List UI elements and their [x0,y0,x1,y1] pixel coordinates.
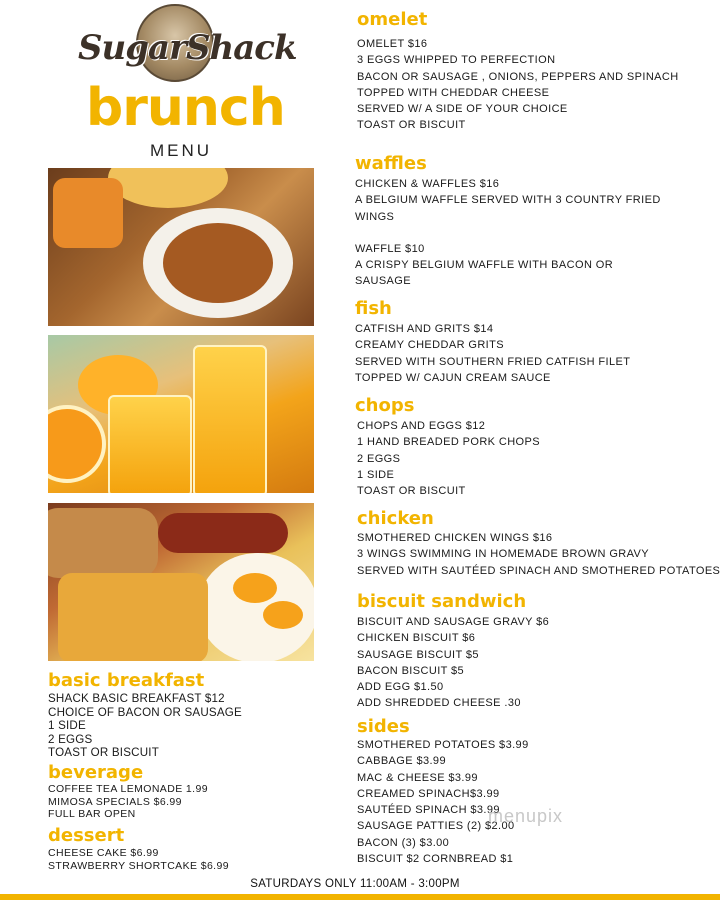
menu-line: 1 SIDE [48,719,86,733]
menu-line: 1 HAND BREADED PORK CHOPS [357,436,540,449]
section-waffles-list [355,176,661,290]
menu-line: CATFISH AND GRITS $14 [355,323,494,335]
menu-line: SERVED W/ A SIDE OF YOUR CHOICE [357,103,568,116]
menu-line: ADD EGG $1.50 [357,681,444,694]
menu-line: SHACK BASIC BREAKFAST $12 [48,692,225,705]
logo [78,4,297,84]
menu-line: 3 EGGS WHIPPED TO PERFECTION [357,54,556,67]
section-omelet-list [357,36,679,134]
section-title-chicken: chicken [357,508,434,529]
menu-line: COFFEE TEA LEMONADE 1.99 [48,783,208,795]
menu-line: TOAST OR BISCUIT [357,119,466,132]
page-subtitle: MENU [149,141,213,160]
photo-chicken-waffles [48,168,314,326]
menu-line: STRAWBERRY SHORTCAKE $6.99 [48,859,229,872]
menu-line: ADD SHREDDED CHEESE .30 [357,697,521,710]
menu-line: TOAST OR BISCUIT [357,485,466,498]
section-title-sides: sides [357,716,410,737]
menu-line: CHEESE CAKE $6.99 [48,847,159,859]
menu-line: SAUSAGE BISCUIT $5 [357,648,479,661]
menu-line: A BELGIUM WAFFLE SERVED WITH 3 COUNTRY FRIED [355,194,661,207]
section-title-waffles: waffles [355,153,427,174]
menu-line: TOAST OR BISCUIT [48,746,159,760]
menu-line: CABBAGE $3.99 [357,755,446,768]
menu-line: 3 WINGS SWIMMING IN HOMEMADE BROWN GRAVY [357,548,650,561]
menu-line: A CRISPY BELGIUM WAFFLE WITH BACON OR [355,259,614,272]
page-title: brunch [86,78,285,138]
section-title-basic-breakfast: basic breakfast [48,670,205,691]
menu-line: 2 EGGS [48,732,93,746]
menu-line: TOPPED WITH CHEDDAR CHEESE [357,86,550,99]
menu-line: SAUSAGE [355,275,411,288]
section-chops-list [357,418,540,499]
menu-line: SERVED WITH SAUTÉED SPINACH AND SMOTHERED POTATOES [357,564,720,577]
menu-line: CHOPS AND EGGS $12 [357,420,486,432]
menu-line: TOPPED W/ CAJUN CREAM SAUCE [355,371,551,384]
photo-basic-breakfast [48,503,314,661]
menu-line: FULL BAR OPEN [48,808,136,820]
hours-note: SATURDAYS ONLY 11:00AM - 3:00PM [250,878,460,890]
menu-line: SMOTHERED CHICKEN WINGS $16 [357,532,553,544]
menu-line: SMOTHERED POTATOES $3.99 [357,739,529,751]
menu-line: MAC & CHEESE $3.99 [357,771,478,784]
section-basic-breakfast-list [48,692,242,760]
menu-line: BISCUIT AND SAUSAGE GRAVY $6 [357,616,550,628]
menu-line: BACON OR SAUSAGE , ONIONS, PEPPERS AND SPINACH [357,70,679,83]
menu-line: 1 SIDE [357,468,395,481]
section-title-omelet: omelet [357,9,428,30]
menu-line: BISCUIT $2 CORNBREAD $1 [357,853,514,866]
logo-text: SugarShack [78,28,297,68]
menu-line: SERVED WITH SOUTHERN FRIED CATFISH FILET [355,355,631,368]
menu-line: SAUSAGE PATTIES (2) $2.00 [357,820,515,833]
menu-line-spacer [355,225,661,241]
menu-line: CHICKEN BISCUIT $6 [357,632,476,645]
menu-line: WINGS [355,210,395,223]
section-title-dessert: dessert [48,825,125,846]
menu-line: WAFFLE $10 [355,242,425,255]
section-beverage-list [48,783,208,821]
menu-line: BACON BISCUIT $5 [357,664,465,677]
section-title-biscuit-sandwich: biscuit sandwich [357,591,527,612]
menu-line: SAUTÉED SPINACH $3.99 [357,804,500,817]
menu-line: CREAMED SPINACH$3.99 [357,787,500,800]
menu-line: CHOICE OF BACON OR SAUSAGE [48,705,242,719]
watermark: menupix [488,806,564,826]
menu-line: CREAMY CHEDDAR GRITS [355,339,504,352]
bottom-accent-bar [0,894,720,900]
section-title-chops: chops [355,395,415,416]
menu-line: MIMOSA SPECIALS $6.99 [48,795,182,808]
menu-line: 2 EGGS [357,452,401,465]
section-dessert-list [48,847,229,872]
section-chicken-list [357,530,720,579]
menu-line: CHICKEN & WAFFLES $16 [355,178,500,190]
section-title-beverage: beverage [48,762,144,783]
menu-line: BACON (3) $3.00 [357,836,450,849]
photo-mimosas [48,335,314,493]
section-biscuit-sandwich-list [357,614,549,712]
menu-line: OMELET $16 [357,38,428,50]
section-title-fish: fish [355,298,392,319]
section-fish-list [355,321,630,386]
section-sides-list [357,737,529,867]
